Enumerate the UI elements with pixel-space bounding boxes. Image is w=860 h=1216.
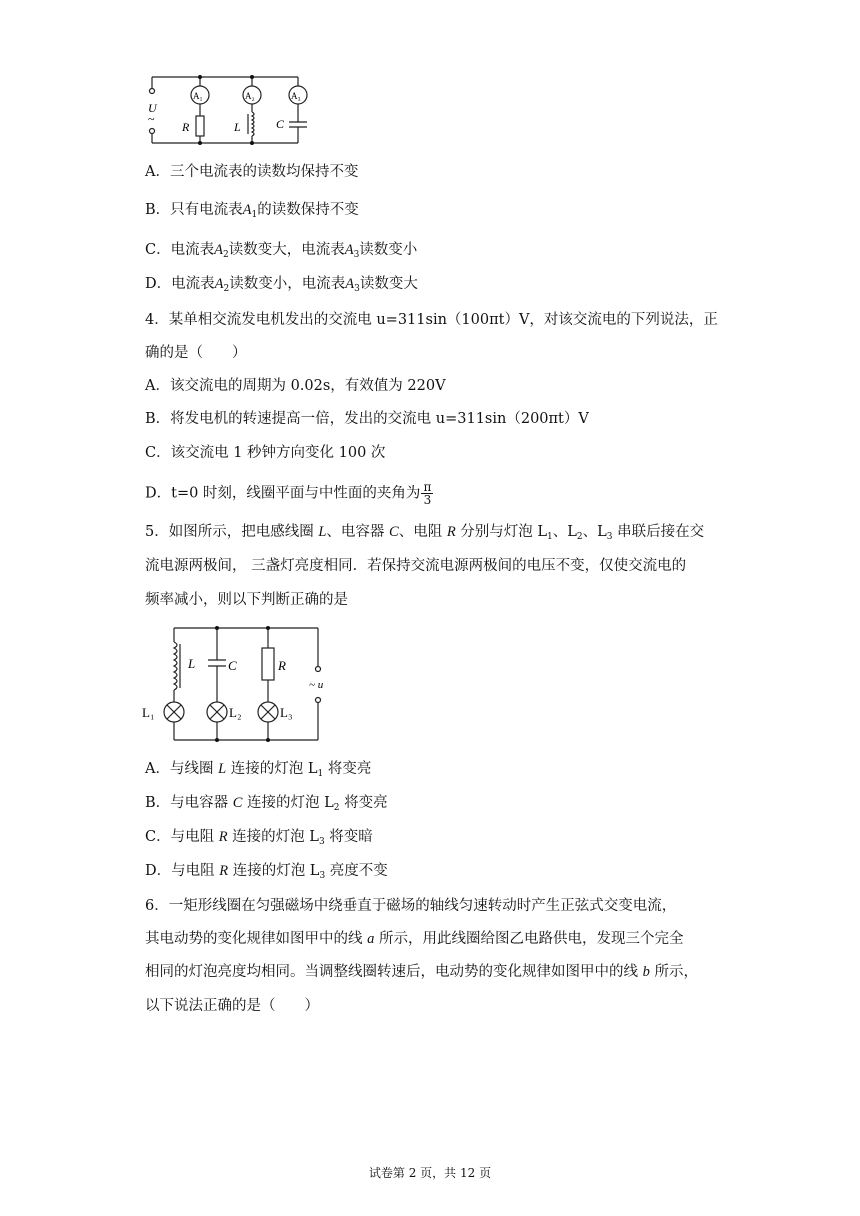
q5-stem-line2: 流电源两极间， 三盏灯亮度相同．若保持交流电源两极间的电压不变，仅使交流电的 xyxy=(145,558,687,574)
q6-stem-line1: 6．一矩形线圈在匀强磁场中绕垂直于磁场的轴线匀速转动时产生正弦式交变电流， xyxy=(145,898,677,914)
q4-option-d: D．t=0 时刻，线圈平面与中性面的夹角为 $\frac{\pi}{3}$ xyxy=(145,480,432,507)
inductor-label: L xyxy=(234,120,241,134)
lamp-l3-label: L₃ xyxy=(280,705,293,720)
page-footer: 试卷第 2 页，共 12 页 xyxy=(368,1166,492,1180)
q6-stem-line4: 以下说法正确的是（ ） xyxy=(145,998,319,1014)
ac-source-label: ~ u xyxy=(309,679,324,691)
q4-option-a: A．该交流电的周期为 0.02s，有效值为 220V xyxy=(145,378,446,394)
q4-stem-line2: 确的是（ ） xyxy=(145,345,247,361)
q5-option-c: C．与电阻 R 连接的灯泡 $L_3$ 将变暗 xyxy=(145,829,373,847)
q6-stem-line2: 其电动势的变化规律如图甲中的线 a 所示，用此线圈给图乙电路供电，发现三个完全 xyxy=(145,931,684,947)
q3-option-b: B．只有电流表$A_1$的读数保持不变 xyxy=(145,202,359,220)
ac-symbol: ~ xyxy=(148,112,155,126)
q5-option-b: B．与电容器 C 连接的灯泡 $L_2$ 将变亮 xyxy=(145,795,388,813)
source-label-u: U xyxy=(148,101,157,115)
circuit-diagram-ammeters xyxy=(140,68,320,150)
lamp-l2-label: L₂ xyxy=(229,705,242,720)
ammeter-a2: A₂ xyxy=(245,91,255,101)
lamp-l1-label: L₁ xyxy=(142,705,155,720)
q5-stem-line3: 频率减小，则以下判断正确的是 xyxy=(145,592,348,608)
resistor-label: R xyxy=(278,658,286,673)
q4-option-c: C．该交流电 1 秒钟方向变化 100 次 xyxy=(145,445,386,461)
circuit-diagram-lamps xyxy=(140,622,330,746)
q5-option-d: D．与电阻 R 连接的灯泡 $L_3$ 亮度不变 xyxy=(145,863,388,881)
q4-option-b: B．将发电机的转速提高一倍，发出的交流电 u=311sin（200πt）V xyxy=(145,411,589,427)
inductor-label: L xyxy=(188,656,196,671)
q6-stem-line3: 相同的灯泡亮度均相同。当调整线圈转速后，电动势的变化规律如图甲中的线 b 所示， xyxy=(145,964,698,980)
capacitor-label: C xyxy=(228,658,237,673)
q3-option-a: A．三个电流表的读数均保持不变 xyxy=(145,164,359,180)
resistor-label: R xyxy=(182,120,190,134)
q5-option-a: A．与线圈 L 连接的灯泡 $L_1$ 将变亮 xyxy=(145,761,372,779)
capacitor-label: C xyxy=(276,117,285,131)
q5-stem-line1: 5．如图所示，把电感线圈 L、电容器 C、电阻 R 分别与灯泡 $L_1$、$L_2$、$L_3$ 串联后接在交 xyxy=(145,524,705,542)
q4-stem-line1: 4．某单相交流发电机发出的交流电 u=311sin（100πt）V，对该交流电的下列说法，正 xyxy=(145,312,718,328)
pi-over-3-fraction: $\frac{\pi}{3}$ xyxy=(423,480,432,507)
q3-option-c: C．电流表$A_2$读数变大，电流表$A_3$读数变小 xyxy=(145,242,418,260)
ammeter-a3: A₃ xyxy=(291,91,301,101)
q3-option-d: D．电流表$A_2$读数变小，电流表$A_3$读数变大 xyxy=(145,276,418,294)
ammeter-a1: A₁ xyxy=(193,91,203,101)
